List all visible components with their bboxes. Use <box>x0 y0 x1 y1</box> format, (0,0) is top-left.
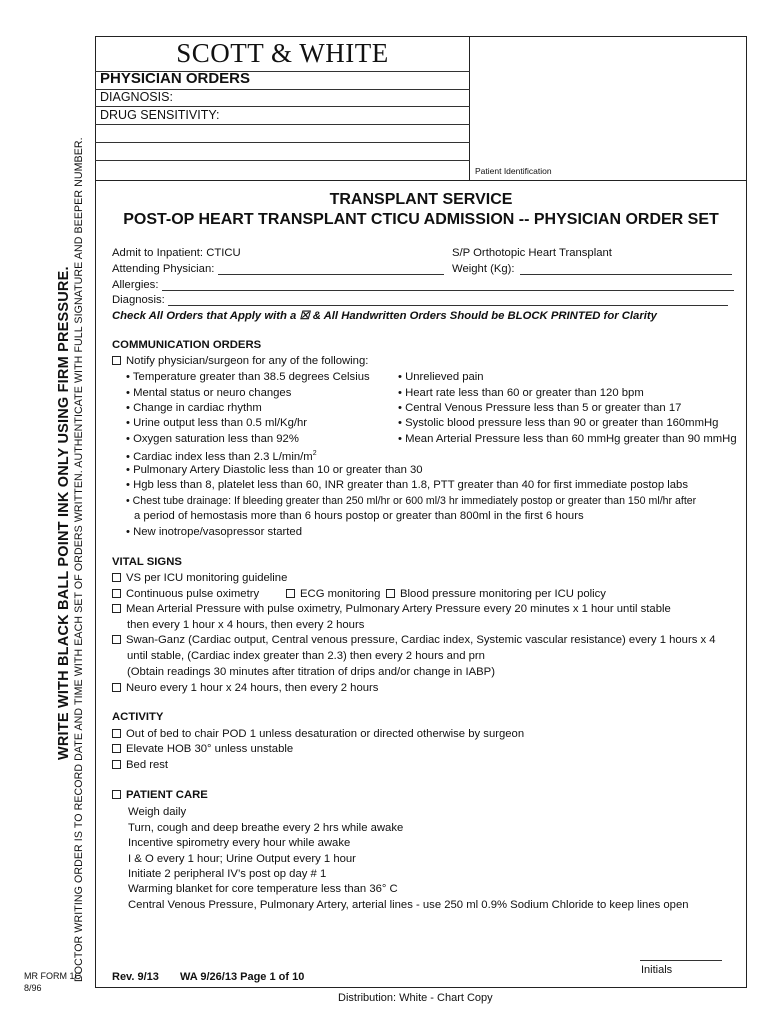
activity-item <box>112 742 293 756</box>
header-divider <box>95 180 747 181</box>
vital-signs-heading: VITAL SIGNS <box>112 556 182 568</box>
map-item-continued: then every 1 hour x 4 hours, then every 2 hours <box>127 619 365 631</box>
criteria-item: • Unrelieved pain <box>398 371 484 383</box>
activity-heading: ACTIVITY <box>112 711 164 723</box>
activity-label: Elevate HOB 30° unless unstable <box>126 743 294 755</box>
service-title: TRANSPLANT SERVICE <box>329 191 513 208</box>
criteria-item: • Oxygen saturation less than 92% <box>126 433 299 445</box>
weight-label: Weight (Kg): <box>452 263 515 275</box>
criteria-item: • Mental status or neuro changes <box>126 387 292 399</box>
patient-care-checkbox[interactable] <box>112 790 121 799</box>
patient-care-item: Turn, cough and deep breathe every 2 hrs while awake <box>128 822 404 834</box>
criteria-item: • Chest tube drainage: If bleeding greater than 250 ml/hr or 600 ml/3 hr immediately postop or greater than 150 ml/hr after <box>126 495 697 507</box>
diagnosis-label: DIAGNOSIS: <box>100 90 173 104</box>
swan-ganz-continued: (Obtain readings 30 minutes after titration of drips and/or change in IABP) <box>127 666 495 678</box>
margin-ink-instruction: WRITE WITH BLACK BALL POINT INK ONLY USING FIRM PRESSURE. <box>56 266 72 760</box>
header-rule <box>95 142 470 143</box>
map-label: Mean Arterial Pressure with pulse oximetry, Pulmonary Artery Pressure every 20 minutes x 1 hour until stable <box>126 603 671 615</box>
map-checkbox[interactable] <box>112 604 121 613</box>
form-id: MR FORM 1C <box>24 971 81 981</box>
patient-care-item: Incentive spirometry every hour while awake <box>128 837 351 849</box>
notify-checkbox[interactable] <box>112 356 121 365</box>
criteria-item: • Mean Arterial Pressure less than 60 mmHg greater than 90 mmHg <box>398 433 737 445</box>
allergies-label: Allergies: <box>112 279 159 291</box>
attending-physician-label: Attending Physician: <box>112 263 215 275</box>
vs-icu-label: VS per ICU monitoring guideline <box>126 572 288 584</box>
criteria-item: • Urine output less than 0.5 ml/Kg/hr <box>126 417 308 429</box>
bp-checkbox[interactable] <box>386 589 395 598</box>
criteria-item: • Hgb less than 8, platelet less than 60, INR greater than 1.8, PTT greater than 40 for first immediate postop labs <box>126 479 688 491</box>
block-print-instruction: Check All Orders that Apply with a ☒ & All Handwritten Orders Should be BLOCK PRINTED for Clarity <box>112 310 657 322</box>
initials-label: Initials <box>641 964 673 976</box>
neuro-checkbox[interactable] <box>112 683 121 692</box>
procedure: S/P Orthotopic Heart Transplant <box>452 247 612 259</box>
header-rule <box>95 124 470 125</box>
patient-care-item: Warming blanket for core temperature less than 36° C <box>128 883 398 895</box>
criteria-item: • Central Venous Pressure less than 5 or greater than 17 <box>398 402 682 414</box>
initials-field[interactable] <box>640 960 722 961</box>
criteria-item: • New inotrope/vasopressor started <box>126 526 303 538</box>
pulse-ox-item <box>112 587 259 601</box>
activity-item <box>112 758 168 772</box>
allergies-field[interactable] <box>162 290 734 291</box>
criteria-item: • Change in cardiac rhythm <box>126 402 262 414</box>
bp-item <box>386 587 606 601</box>
header-rule <box>95 160 470 161</box>
physician-orders-title: PHYSICIAN ORDERS <box>100 70 251 87</box>
swan-ganz-item <box>112 633 716 647</box>
patient-care-item: I & O every 1 hour; Urine Output every 1 hour <box>128 853 356 865</box>
criteria-item: • Pulmonary Artery Diastolic less than 10 or greater than 30 <box>126 464 423 476</box>
ecg-item <box>286 587 380 601</box>
scott-white-logo: SCOTT & WHITE <box>176 38 389 68</box>
map-item <box>112 602 671 616</box>
patient-care-item: Central Venous Pressure, Pulmonary Artery, arterial lines - use 250 ml 0.9% Sodium Chloride to keep lines open <box>128 899 689 911</box>
notify-label: Notify physician/surgeon for any of the following: <box>126 355 369 367</box>
activity-checkbox[interactable] <box>112 744 121 753</box>
header-rule <box>95 106 470 107</box>
activity-checkbox[interactable] <box>112 729 121 738</box>
drug-sensitivity-label: DRUG SENSITIVITY: <box>100 108 220 122</box>
admit-to: Admit to Inpatient: CTICU <box>112 247 241 259</box>
criteria-item <box>126 447 317 464</box>
distribution: Distribution: White - Chart Copy <box>338 992 493 1004</box>
notify-physician-item <box>112 354 368 368</box>
activity-label: Out of bed to chair POD 1 unless desaturation or directed otherwise by surgeon <box>126 728 525 740</box>
page-info: WA 9/26/13 Page 1 of 10 <box>180 971 305 983</box>
neuro-item <box>112 681 378 695</box>
weight-field[interactable] <box>520 274 732 275</box>
superscript: 2 <box>312 450 317 457</box>
patient-care-item: Initiate 2 peripheral IV’s post op day # 1 <box>128 868 327 880</box>
margin-authentication-instruction: DOCTOR WRITING ORDER IS TO RECORD DATE AND TIME WITH EACH SET OF ORDERS WRITTEN. AUTHENTICATE WITH FULL SIGNATURE AND BEEPER NUMBER. <box>73 137 85 982</box>
criteria-item-continued: a period of hemostasis more than 6 hours postop or greater than 800ml in the first 6 hours <box>134 510 584 522</box>
activity-label: Bed rest <box>126 759 169 771</box>
patient-care-label: PATIENT CARE <box>126 789 208 801</box>
form-date: 8/96 <box>24 983 42 993</box>
vs-icu-checkbox[interactable] <box>112 573 121 582</box>
diagnosis-field[interactable] <box>168 305 728 306</box>
swan-ganz-checkbox[interactable] <box>112 635 121 644</box>
pulse-ox-label: Continuous pulse oximetry <box>126 588 260 600</box>
criteria-item: • Systolic blood pressure less than 90 or greater than 160mmHg <box>398 417 719 429</box>
attending-physician-field[interactable] <box>218 274 444 275</box>
swan-ganz-continued: until stable, (Cardiac index greater than 2.3) then every 2 hours and prn <box>127 650 485 662</box>
activity-checkbox[interactable] <box>112 760 121 769</box>
criteria-item: • Temperature greater than 38.5 degrees Celsius <box>126 371 370 383</box>
pulse-ox-checkbox[interactable] <box>112 589 121 598</box>
ecg-checkbox[interactable] <box>286 589 295 598</box>
cardiac-index-text: • Cardiac index less than 2.3 L/min/m <box>126 450 313 463</box>
criteria-item: • Heart rate less than 60 or greater than 120 bpm <box>398 387 644 399</box>
vs-icu-item <box>112 571 287 585</box>
patient-care-heading <box>112 789 208 801</box>
bp-label: Blood pressure monitoring per ICU policy <box>400 588 606 600</box>
diagnosis-label: Diagnosis: <box>112 294 165 306</box>
order-set-title: POST-OP HEART TRANSPLANT CTICU ADMISSION -- PHYSICIAN ORDER SET <box>123 211 719 228</box>
activity-item <box>112 727 524 741</box>
patient-care-item: Weigh daily <box>128 806 187 818</box>
revision: Rev. 9/13 <box>112 971 159 983</box>
communication-orders-heading: COMMUNICATION ORDERS <box>112 339 262 351</box>
swan-ganz-label: Swan-Ganz (Cardiac output, Central venous pressure, Cardiac index, Systemic vascular resistance) every 1 hours x 4 <box>126 634 716 646</box>
patient-identification-label: Patient Identification <box>475 166 552 176</box>
ecg-label: ECG monitoring <box>300 588 381 600</box>
neuro-label: Neuro every 1 hour x 24 hours, then every 2 hours <box>126 682 379 694</box>
